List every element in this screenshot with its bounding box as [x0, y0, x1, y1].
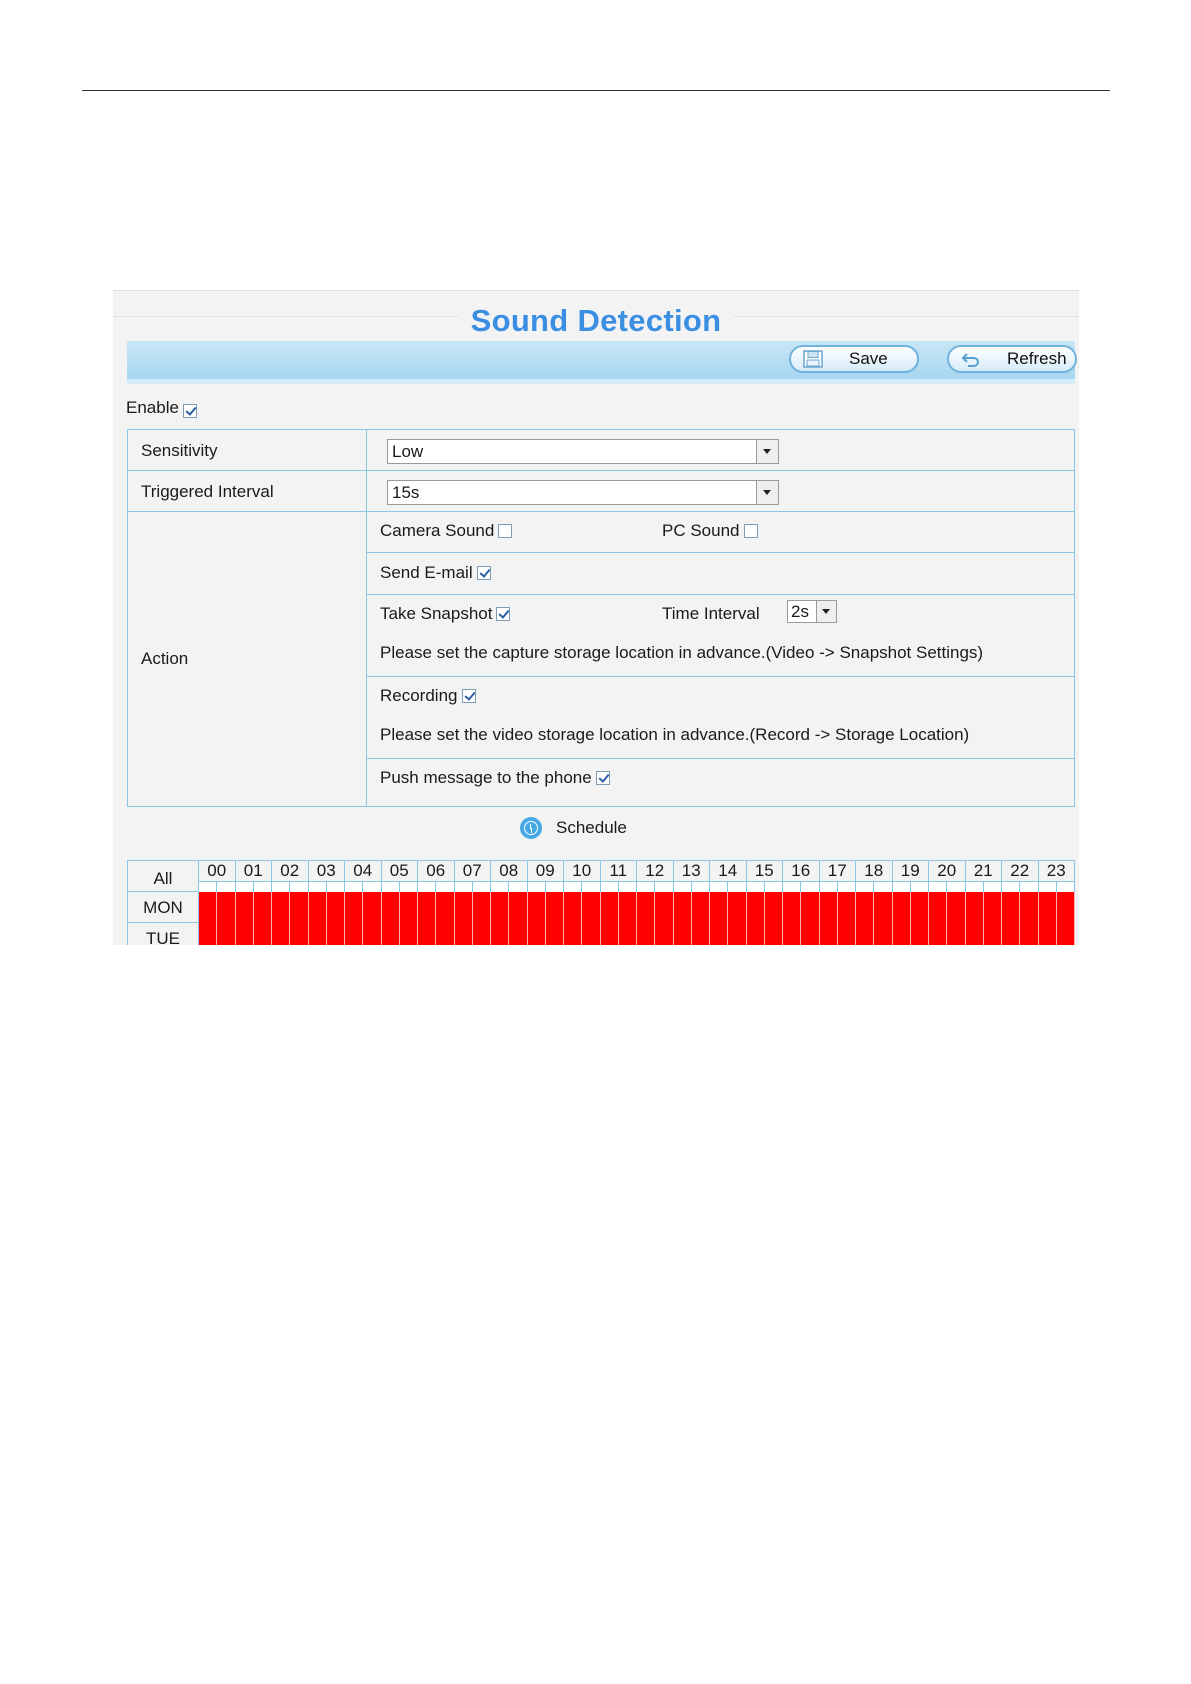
hour-label: 02 — [280, 861, 300, 880]
time-interval-label: Time Interval — [662, 604, 760, 623]
save-button-label: Save — [849, 349, 888, 368]
hour-header[interactable] — [309, 860, 346, 892]
action-options-cell — [367, 512, 1074, 806]
half-hour-markers — [929, 881, 965, 892]
toolbar — [127, 341, 1075, 384]
save-button[interactable] — [789, 345, 919, 373]
schedule-slot[interactable] — [1002, 892, 1020, 923]
schedule-slot[interactable] — [1039, 892, 1057, 923]
send-email-label: Send E-mail — [380, 563, 473, 582]
recording-note: Please set the video storage location in advance.(Record -> Storage Location) — [380, 725, 970, 744]
schedule-slot[interactable] — [692, 892, 710, 923]
recording-label: Recording — [380, 686, 458, 705]
sensitivity-value-cell — [367, 430, 1074, 471]
schedule-slot[interactable] — [455, 923, 473, 945]
schedule-slot[interactable] — [856, 923, 874, 945]
hour-header[interactable] — [747, 860, 784, 892]
chevron-down-icon[interactable] — [756, 440, 778, 463]
hour-label: 09 — [535, 861, 555, 880]
schedule-slot[interactable] — [546, 923, 564, 945]
hour-header[interactable] — [418, 860, 455, 892]
schedule-slot[interactable] — [418, 923, 436, 945]
day-label-mon[interactable]: MON — [127, 892, 199, 923]
hour-label: 05 — [389, 861, 409, 880]
schedule-slot[interactable] — [984, 892, 1002, 923]
schedule-slot[interactable] — [473, 892, 491, 923]
schedule-slot[interactable] — [947, 923, 965, 945]
schedule-slot[interactable] — [345, 923, 363, 945]
hour-label: 04 — [353, 861, 373, 880]
half-hour-markers — [637, 881, 673, 892]
hour-label: 14 — [718, 861, 738, 880]
schedule-slot[interactable] — [984, 923, 1002, 945]
schedule-slot[interactable] — [217, 923, 235, 945]
half-hour-markers — [564, 881, 600, 892]
triggered-interval-label-cell — [128, 471, 367, 512]
schedule-slot[interactable] — [327, 923, 345, 945]
schedule-slot[interactable] — [290, 923, 308, 945]
schedule-slot[interactable] — [400, 923, 418, 945]
panel-title: Sound Detection — [459, 303, 734, 338]
triggered-interval-label: Triggered Interval — [141, 481, 274, 501]
schedule-slot[interactable] — [254, 923, 272, 945]
hour-label: 13 — [681, 861, 701, 880]
refresh-button[interactable] — [947, 345, 1077, 373]
schedule-slot[interactable] — [582, 923, 600, 945]
schedule-slot[interactable] — [1057, 923, 1075, 945]
hour-label: 12 — [645, 861, 665, 880]
action-label: Action — [141, 649, 189, 668]
floppy-disk-icon — [803, 350, 823, 368]
schedule-slot[interactable] — [1002, 923, 1020, 945]
schedule-slot[interactable] — [710, 892, 728, 923]
schedule-slot[interactable] — [674, 892, 692, 923]
half-hour-markers — [601, 881, 637, 892]
refresh-button-label: Refresh — [1007, 349, 1067, 368]
triggered-interval-selected: 15s — [392, 483, 420, 502]
hour-header[interactable] — [893, 860, 930, 892]
hour-header[interactable] — [710, 860, 747, 892]
schedule-slot[interactable] — [601, 923, 619, 945]
recording-option — [380, 686, 476, 706]
schedule-slot[interactable] — [893, 923, 911, 945]
triggered-interval-select[interactable] — [387, 480, 779, 505]
hour-label: 11 — [609, 861, 628, 880]
half-hour-markers — [418, 881, 454, 892]
half-hour-markers — [236, 881, 272, 892]
schedule-slot[interactable] — [728, 923, 746, 945]
schedule-slot[interactable] — [820, 892, 838, 923]
push-message-option — [380, 768, 610, 788]
schedule-slot[interactable] — [272, 923, 290, 945]
schedule-slot[interactable] — [929, 892, 947, 923]
select-all-cell[interactable]: All — [127, 860, 199, 892]
schedule-slot[interactable] — [1020, 892, 1038, 923]
schedule-slot[interactable] — [655, 892, 673, 923]
schedule-slot[interactable] — [327, 892, 345, 923]
half-hour-markers — [710, 881, 746, 892]
row-divider — [367, 552, 1074, 553]
hour-header[interactable] — [1002, 860, 1039, 892]
schedule-slot[interactable] — [893, 892, 911, 923]
hour-header[interactable] — [455, 860, 492, 892]
half-hour-markers — [199, 881, 235, 892]
schedule-slot[interactable] — [455, 892, 473, 923]
sensitivity-selected: Low — [392, 442, 424, 461]
hour-label: 01 — [243, 861, 263, 880]
schedule-slot[interactable] — [692, 923, 710, 945]
recording-checkbox[interactable] — [462, 689, 476, 703]
schedule-slot[interactable] — [874, 923, 892, 945]
push-message-label: Push message to the phone — [380, 768, 592, 787]
hour-label: 07 — [462, 861, 482, 880]
pc-sound-checkbox[interactable] — [744, 524, 758, 538]
schedule-slot[interactable] — [856, 892, 874, 923]
schedule-slot[interactable] — [509, 923, 527, 945]
camera-sound-checkbox[interactable] — [498, 524, 512, 538]
schedule-slot[interactable] — [966, 923, 984, 945]
schedule-slot[interactable] — [765, 892, 783, 923]
enable-row — [126, 398, 197, 418]
time-interval-select[interactable] — [787, 600, 837, 623]
schedule-slot[interactable] — [236, 923, 254, 945]
hour-header[interactable] — [856, 860, 893, 892]
row-divider — [367, 676, 1074, 677]
schedule-slot[interactable] — [546, 892, 564, 923]
row-divider — [367, 758, 1074, 759]
enable-label: Enable — [126, 398, 179, 417]
hour-label: 10 — [572, 861, 592, 880]
schedule-slot[interactable] — [199, 892, 217, 923]
schedule-slot[interactable] — [801, 892, 819, 923]
send-email-checkbox[interactable] — [477, 566, 491, 580]
half-hour-markers — [893, 881, 929, 892]
panel-title-wrap — [113, 303, 1079, 339]
schedule-slot[interactable] — [236, 892, 254, 923]
push-message-checkbox[interactable] — [596, 771, 610, 785]
schedule-slot[interactable] — [619, 892, 637, 923]
hour-label: 03 — [316, 861, 336, 880]
schedule-slot[interactable] — [309, 892, 327, 923]
hour-label: 08 — [499, 861, 519, 880]
schedule-slot[interactable] — [564, 892, 582, 923]
schedule-slot[interactable] — [254, 892, 272, 923]
enable-checkbox[interactable] — [183, 404, 197, 418]
schedule-slot[interactable] — [728, 892, 746, 923]
schedule-slot[interactable] — [747, 892, 765, 923]
half-hour-markers — [382, 881, 418, 892]
schedule-slot[interactable] — [820, 923, 838, 945]
schedule-slot[interactable] — [382, 923, 400, 945]
chevron-down-icon[interactable] — [816, 601, 836, 622]
pc-sound-label: PC Sound — [662, 521, 740, 540]
hour-header[interactable] — [783, 860, 820, 892]
row-divider — [367, 594, 1074, 595]
schedule-slot[interactable] — [473, 923, 491, 945]
schedule-slot[interactable] — [528, 892, 546, 923]
snapshot-note: Please set the capture storage location in advance.(Video -> Snapshot Settings) — [380, 643, 984, 662]
half-hour-markers — [1039, 881, 1075, 892]
half-hour-markers — [491, 881, 527, 892]
hour-label: 06 — [426, 861, 446, 880]
schedule-slot[interactable] — [199, 923, 217, 945]
schedule-slot[interactable] — [345, 892, 363, 923]
schedule-slot[interactable] — [655, 923, 673, 945]
schedule-slot[interactable] — [637, 923, 655, 945]
hour-label: 19 — [900, 861, 920, 880]
schedule-grid — [127, 860, 1075, 945]
hour-header[interactable] — [929, 860, 966, 892]
pc-sound-option — [662, 521, 758, 541]
take-snapshot-option — [380, 604, 510, 624]
half-hour-markers — [1002, 881, 1038, 892]
schedule-slot[interactable] — [309, 923, 327, 945]
hour-header[interactable] — [236, 860, 273, 892]
hour-header[interactable] — [820, 860, 857, 892]
schedule-slot[interactable] — [838, 892, 856, 923]
schedule-slot[interactable] — [418, 892, 436, 923]
page-top-rule — [82, 90, 1110, 91]
schedule-slot[interactable] — [838, 923, 856, 945]
hour-label: 18 — [864, 861, 884, 880]
schedule-slot[interactable] — [1057, 892, 1075, 923]
schedule-slot[interactable] — [637, 892, 655, 923]
schedule-slot[interactable] — [747, 923, 765, 945]
half-hour-markers — [528, 881, 564, 892]
hour-header[interactable] — [601, 860, 638, 892]
hour-header[interactable] — [528, 860, 565, 892]
schedule-row — [199, 892, 1075, 923]
schedule-slot[interactable] — [947, 892, 965, 923]
schedule-slot[interactable] — [1020, 923, 1038, 945]
half-hour-markers — [455, 881, 491, 892]
hour-header[interactable] — [345, 860, 382, 892]
schedule-slot[interactable] — [966, 892, 984, 923]
half-hour-markers — [820, 881, 856, 892]
schedule-slot[interactable] — [710, 923, 728, 945]
camera-sound-label: Camera Sound — [380, 521, 495, 540]
half-hour-markers — [966, 881, 1002, 892]
schedule-slot[interactable] — [436, 923, 454, 945]
camera-sound-option — [380, 521, 512, 541]
schedule-slot[interactable] — [911, 892, 929, 923]
sensitivity-label: Sensitivity — [141, 440, 218, 460]
send-email-option — [380, 563, 491, 583]
take-snapshot-checkbox[interactable] — [496, 607, 510, 621]
hour-label: 21 — [973, 861, 993, 880]
sound-detection-panel — [113, 290, 1079, 945]
day-label-tue[interactable]: TUE — [127, 923, 199, 945]
hour-header[interactable] — [272, 860, 309, 892]
half-hour-markers — [783, 881, 819, 892]
hour-header[interactable] — [491, 860, 528, 892]
schedule-slot[interactable] — [400, 892, 418, 923]
schedule-slot[interactable] — [290, 892, 308, 923]
schedule-slot[interactable] — [272, 892, 290, 923]
refresh-arrow-icon — [961, 350, 981, 368]
hour-header[interactable] — [966, 860, 1003, 892]
schedule-slot[interactable] — [582, 892, 600, 923]
schedule-label: Schedule — [556, 818, 627, 837]
schedule-slot[interactable] — [783, 923, 801, 945]
hour-label: 00 — [207, 861, 227, 880]
schedule-slot[interactable] — [929, 923, 947, 945]
schedule-slot[interactable] — [765, 923, 783, 945]
schedule-slot[interactable] — [601, 892, 619, 923]
schedule-slot[interactable] — [363, 892, 381, 923]
schedule-row — [199, 923, 1075, 945]
schedule-slot[interactable] — [217, 892, 235, 923]
schedule-slot[interactable] — [382, 892, 400, 923]
clock-icon — [520, 817, 542, 839]
schedule-slot[interactable] — [783, 892, 801, 923]
hour-label: 16 — [791, 861, 811, 880]
schedule-slot[interactable] — [509, 892, 527, 923]
schedule-slot[interactable] — [1039, 923, 1057, 945]
hour-header[interactable] — [382, 860, 419, 892]
time-interval-option — [662, 604, 760, 624]
hour-label: 17 — [827, 861, 847, 880]
schedule-slot[interactable] — [564, 923, 582, 945]
hour-header[interactable] — [199, 860, 236, 892]
hour-header[interactable] — [674, 860, 711, 892]
settings-table — [127, 429, 1075, 807]
hour-header[interactable] — [564, 860, 601, 892]
half-hour-markers — [674, 881, 710, 892]
hour-label: 20 — [937, 861, 957, 880]
half-hour-markers — [345, 881, 381, 892]
schedule-slot[interactable] — [674, 923, 692, 945]
half-hour-markers — [309, 881, 345, 892]
schedule-slot[interactable] — [619, 923, 637, 945]
time-interval-selected: 2s — [791, 602, 809, 621]
sensitivity-select[interactable] — [387, 439, 779, 464]
schedule-slot[interactable] — [436, 892, 454, 923]
sensitivity-label-cell — [128, 430, 367, 471]
schedule-slot[interactable] — [363, 923, 381, 945]
hour-header[interactable] — [1039, 860, 1076, 892]
action-label-cell — [128, 512, 367, 806]
schedule-slot[interactable] — [911, 923, 929, 945]
chevron-down-icon[interactable] — [756, 481, 778, 504]
triggered-interval-value-cell — [367, 471, 1074, 512]
hour-label: 23 — [1046, 861, 1066, 880]
schedule-heading — [520, 817, 627, 839]
half-hour-markers — [747, 881, 783, 892]
schedule-slot[interactable] — [801, 923, 819, 945]
hour-label: 22 — [1010, 861, 1030, 880]
take-snapshot-label: Take Snapshot — [380, 604, 493, 623]
schedule-slot[interactable] — [874, 892, 892, 923]
half-hour-markers — [856, 881, 892, 892]
schedule-slot[interactable] — [528, 923, 546, 945]
schedule-slot[interactable] — [491, 923, 509, 945]
hour-label: 15 — [754, 861, 774, 880]
hour-header[interactable] — [637, 860, 674, 892]
schedule-slot[interactable] — [491, 892, 509, 923]
half-hour-markers — [272, 881, 308, 892]
